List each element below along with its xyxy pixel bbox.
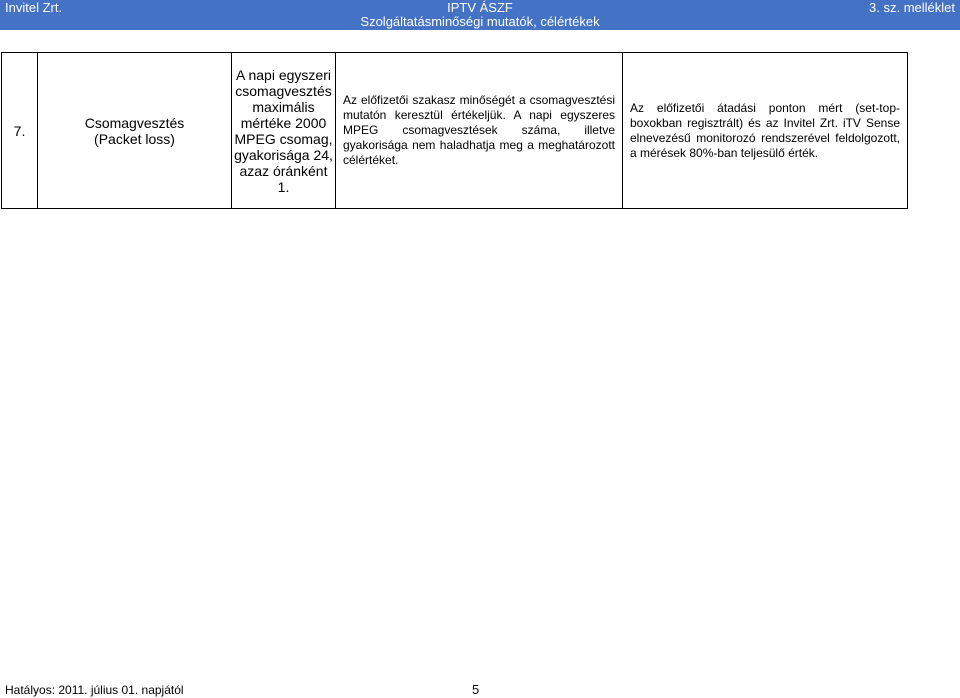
page-header [0,0,960,30]
page-number: 5 [472,682,480,697]
indicator-name-english: (Packet loss) [94,130,175,147]
header-title: IPTV ÁSZF [447,0,513,15]
header-subtitle: Szolgáltatásminőségi mutatók, célértékek [360,14,600,29]
measurement-method-text: Az előfizetői átadási ponton mért (set-top-boxokban regisztrált) és az Invitel Zrt. iTV Sense elnevezésű monitorozó rendszerével feldolgozott, a mérések 80%-ban teljesülő érték. [630,100,900,160]
header-company: Invitel Zrt. [5,0,63,15]
indicator-name: Csomagvesztés [84,114,185,131]
table-row [2,53,908,209]
quality-indicator-table [1,52,908,209]
description-text: Az előfizetői szakasz minőségét a csomagvesztési mutatón keresztül értékeljük. A napi egyszeres MPEG csomagvesztések száma, illetve gyakorisága nem haladhatja meg a meghatározott célértéket. [343,93,615,167]
header-annex: 3. sz. melléklet [869,0,955,15]
target-value-text: A napi egyszeri csomagvesztés maximális mértéke 2000 MPEG csomag, gyakorisága 24, azaz óránként 1. [234,66,333,195]
target-value-cell [232,53,336,209]
indicator-name-cell [38,53,232,209]
effective-date: Hatályos: 2011. július 01. napjától [5,683,184,697]
measurement-method-cell [623,53,908,209]
row-number: 7. [2,53,38,209]
description-cell [336,53,623,209]
